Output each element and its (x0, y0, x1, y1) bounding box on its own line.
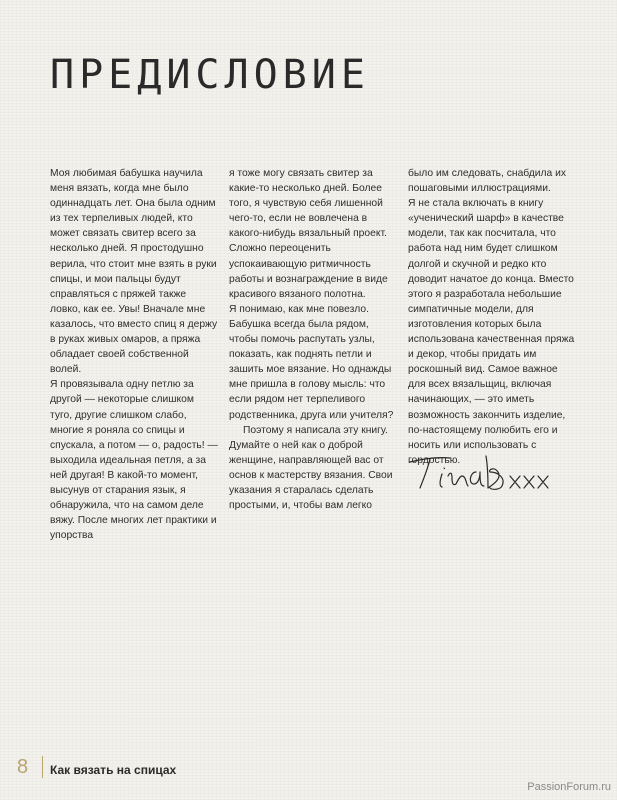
paragraph: было им следовать, снабдила их пошаговыми иллюстрациями. (408, 168, 567, 195)
text-column-3 (408, 166, 576, 468)
book-title: Как вязать на спицах (50, 763, 177, 777)
paragraph: Я не стала включать в книгу «ученический шарф» в качестве модели, так как посчитала, что работа над ним будет слишком долгой и скучной и редко кто доводит начатое до конца. Вместо этого я разработала небольшие симпатичные модели, для изготовления которых была использована качественная пряжа и декор, чтобы придать им роскошный вид. Самое важное для всех вязальщиц, включая начинающих, — это иметь возможность закончить изделие, по-настоящему полюбить его и носить или использовать с гордостью. (408, 198, 575, 466)
text-column-2 (229, 166, 397, 513)
paragraph: Я понимаю, как мне повезло. Бабушка всегда была рядом, чтобы помочь распутать узлы, показать, как поднять петли и зашить мое вязание. Но однажды мне пришла в голову мысль: что если рядом нет терпеливого родственника, друга или учителя? (229, 303, 394, 421)
footer-divider (42, 756, 43, 778)
page-title: ПРЕДИСЛОВИЕ (50, 52, 370, 98)
watermark: PassionForum.ru (527, 781, 611, 793)
page-number: 8 (17, 756, 29, 778)
signature (406, 448, 556, 494)
paragraph: я тоже могу связать свитер за какие-то несколько дней. Более того, я чувствую себя лишенной чего-то, если не вовлечена в какого-нибудь вязальный проект. Сложно переоценить успокаивающую ритмичность работы и вознаграждение в виде красивого вязаного полотна. (229, 168, 388, 300)
text-column-1 (50, 166, 218, 543)
paragraph: Поэтому я написала эту книгу. Думайте о ней как о доброй женщине, направляющей вас от основ к мастерству вязания. Свои указания я старалась сделать простыми, и, чтобы вам легко (229, 424, 393, 512)
paragraph: Я провязывала одну петлю за другой — некоторые слишком туго, другие слишком слабо, многие я роняла со спицы и спускала, а потом — о, радость! — выходила идеальная петля, а за ней другая! В какой-то момент, высунув от старания язык, я обнаружила, что на самом деле вяжу. После многих лет практики и упорства (50, 379, 218, 542)
paragraph: Моя любимая бабушка научила меня вязать, когда мне было одиннадцать лет. Она была одним из тех терпеливых людей, кто может связать свитер всего за несколько дней. Я простодушно верила, что стоит мне взять в руки спицы, и мои пальцы будут справляться с пряжей также ловко, как ее. Увы! Вначале мне казалось, что вместо спиц я держу в руках живых омаров, а пряжа обладает своей собственной волей. (50, 168, 218, 376)
